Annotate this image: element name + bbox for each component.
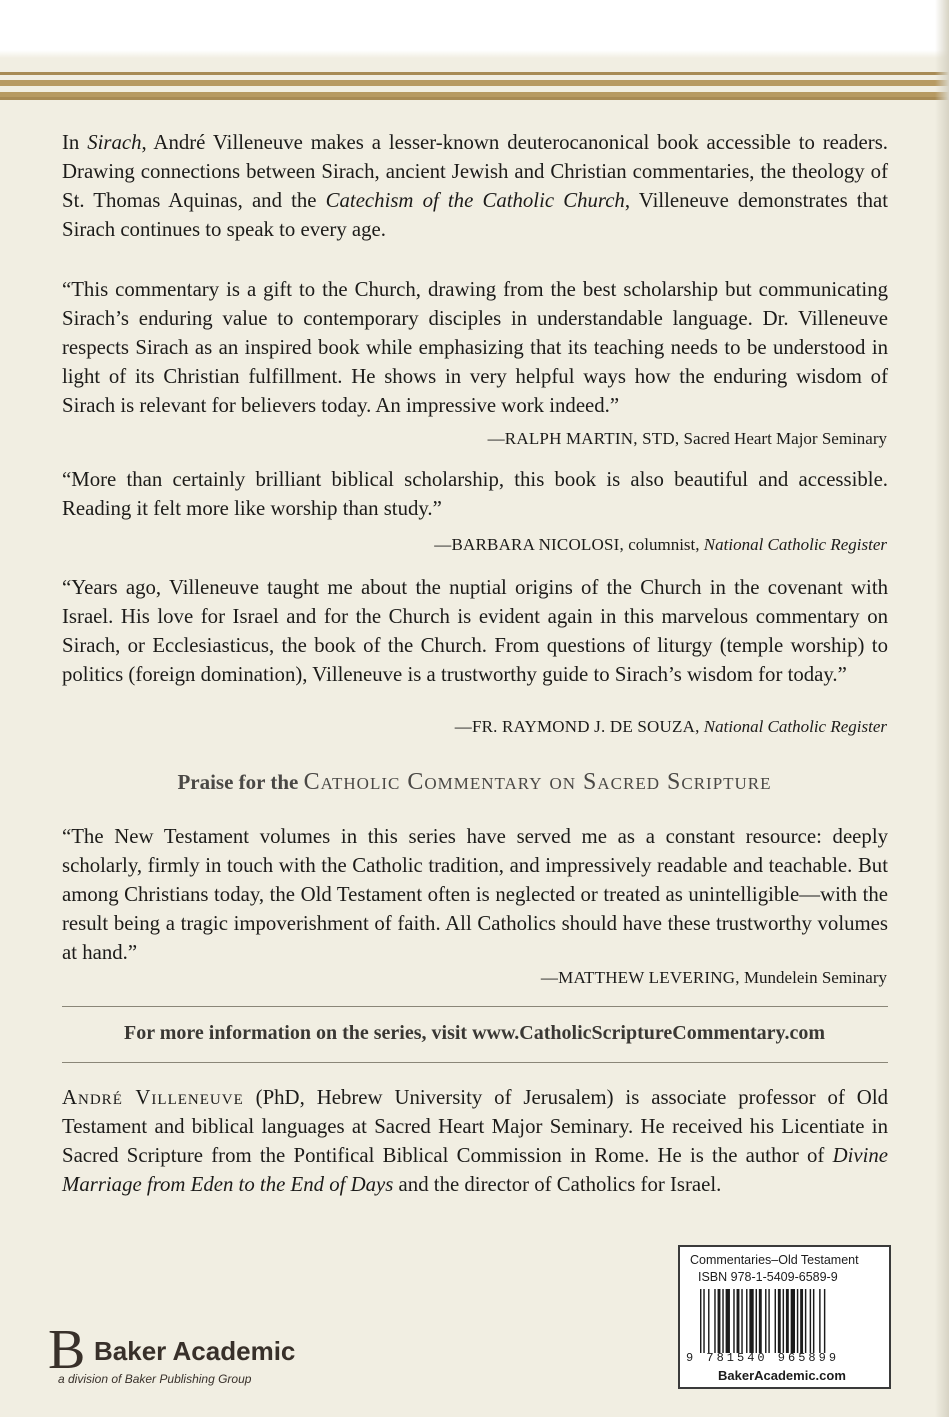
decorative-border (0, 72, 949, 100)
endorsement-quote: “More than certainly brilliant biblical scholarship, this book is also beautiful and accessible. Reading it felt more like worship than study.” (62, 468, 888, 520)
book-description: In Sirach, André Villeneuve makes a lesser-known deuterocanonical book accessible to readers. Drawing connections between Sirach, ancient Jewish and Christian commentaries, the theology of St. Thomas Aquinas, and the Catechism of the Catholic Church, Villeneuve demonstrates that Sirach continues to speak to every age. (62, 131, 888, 241)
series-endorsement-attribution: —MATTHEW LEVERING, Mundelein Seminary (540, 968, 887, 987)
publisher-logo (48, 1322, 348, 1390)
endorsement-attribution: —FR. RAYMOND J. DE SOUZA, National Catholic Register (454, 717, 887, 736)
isbn-label: ISBN 978-1-5409-6589-9 (698, 1270, 838, 1284)
publisher-name: Baker Academic (94, 1336, 296, 1366)
barcode-digits: 9 781540 965899 (686, 1351, 840, 1365)
barcode-panel (678, 1245, 891, 1389)
endorsement-quote: “Years ago, Villeneuve taught me about the nuptial origins of the Church in the covenant with Israel. His love for Israel and for the Church is evident again in this marvelous commentary on Sirach, or Ecclesiasticus, the book of the Church. From questions of liturgy (temple worship) to politics (foreign domination), Villeneuve is a trustworthy guide to Sirach’s wisdom for today.” (62, 576, 888, 686)
series-website-note: For more information on the series, visit www.CatholicScriptureCommentary.com (123, 1022, 825, 1044)
divider (62, 1006, 888, 1007)
publisher-subtitle: a division of Baker Publishing Group (58, 1372, 252, 1386)
endorsement-attribution: —BARBARA NICOLOSI, columnist, National Catholic Register (434, 535, 887, 554)
series-endorsement-quote: “The New Testament volumes in this series have served me as a constant resource: deeply scholarly, firmly in touch with the Catholic tradition, and impressively readable and teachable. But among Christians today, the Old Testament often is neglected or treated as unintelligible—with the result being a tragic impoverishment of faith. All Catholics should have these trustworthy volumes at hand.” (62, 825, 888, 964)
endorsement-quote: “This commentary is a gift to the Church, drawing from the best scholarship but communicating Sirach’s enduring value to contemporary disciples in understandable language. Dr. Villeneuve respects Sirach as an inspired book while emphasizing that its teaching needs to be understood in light of its Christian fulfillment. He shows in very helpful ways how the enduring wisdom of Sirach is relevant for believers today. An impressive work indeed.” (62, 278, 888, 417)
barcode-icon (700, 1289, 878, 1353)
endorsement-attribution: —RALPH MARTIN, STD, Sacred Heart Major Seminary (487, 429, 887, 448)
svg-text:B: B (48, 1322, 86, 1380)
author-bio: André Villeneuve (PhD, Hebrew University of Jerusalem) is associate professor of Old Testament and biblical languages at Sacred Heart Major Seminary. He received his Licentiate in Sacred Scripture from the Pontifical Biblical Commission in Rome. He is the author of Divine Marriage from Eden to the End of Days and the director of Catholics for Israel. (62, 1086, 888, 1196)
series-praise-heading: Praise for the Catholic Commentary on Sacred Scripture (177, 769, 772, 795)
publisher-url: BakerAcademic.com (718, 1368, 846, 1383)
divider (62, 1062, 888, 1063)
shelving-category: Commentaries–Old Testament (690, 1253, 859, 1267)
